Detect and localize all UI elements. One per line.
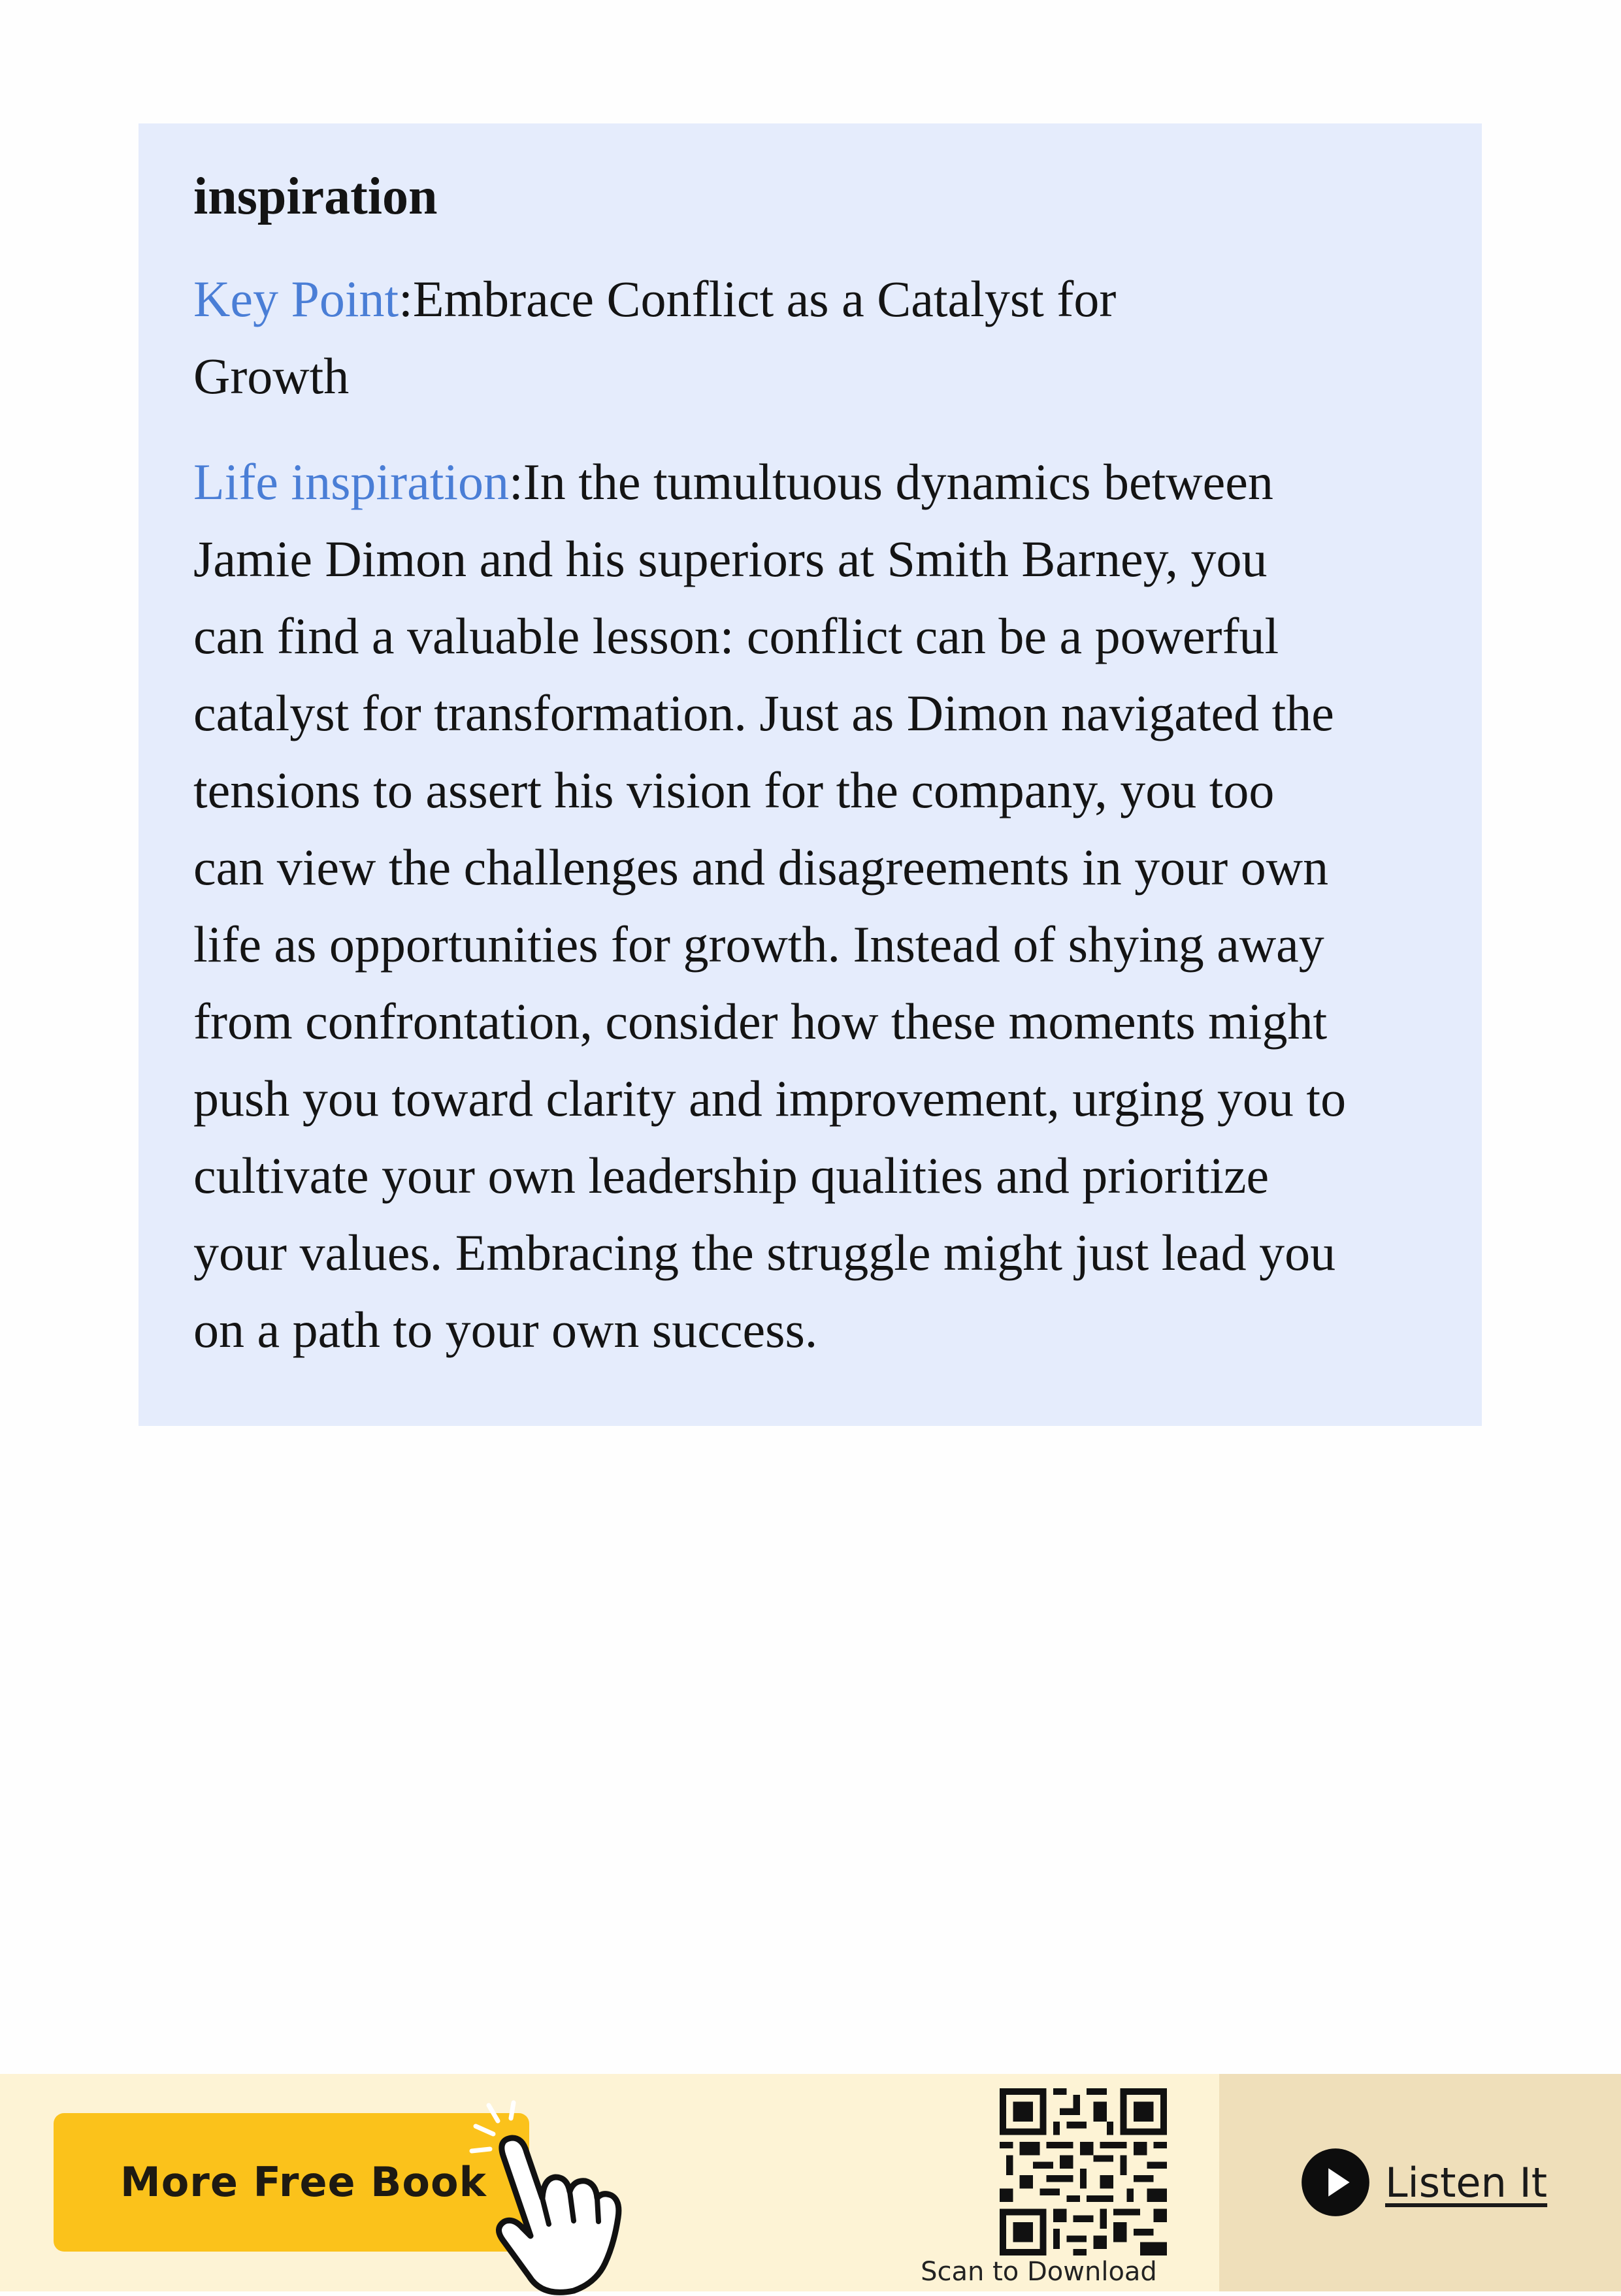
- play-icon: [1300, 2147, 1371, 2218]
- text-line: on a path to your own success.: [193, 1301, 818, 1358]
- key-point-line-1: Embrace Conflict as a Catalyst for: [412, 270, 1117, 327]
- key-point-separator: :: [399, 270, 413, 327]
- text-line: tensions to assert his vision for the company, you too: [193, 762, 1275, 818]
- key-point-paragraph: [193, 261, 1428, 415]
- more-free-book-button[interactable]: More Free Book: [54, 2113, 529, 2252]
- text-line: In the tumultuous dynamics between: [523, 453, 1273, 510]
- scan-to-download-label: Scan to Download: [921, 2257, 1157, 2287]
- text-line: can view the challenges and disagreements in your own: [193, 839, 1329, 896]
- qr-code-icon: [1000, 2088, 1167, 2256]
- pointing-hand-icon: [457, 2100, 627, 2296]
- text-line: can find a valuable lesson: conflict can be a powerful: [193, 607, 1279, 664]
- text-line: push you toward clarity and improvement, urging you to: [193, 1070, 1347, 1127]
- key-point-line-2: Growth: [193, 348, 350, 404]
- listen-it-button[interactable]: [1300, 2146, 1547, 2219]
- life-inspiration-label: Life inspiration: [193, 453, 510, 510]
- listen-it-label[interactable]: Listen It: [1385, 2158, 1548, 2207]
- card-heading: inspiration: [193, 168, 438, 225]
- life-inspiration-paragraph: [193, 444, 1428, 1368]
- footer-bar: [0, 2074, 1621, 2291]
- inspiration-card: [139, 123, 1482, 1426]
- text-line: catalyst for transformation. Just as Dimon navigated the: [193, 685, 1334, 741]
- key-point-label: Key Point: [193, 270, 399, 327]
- text-line: your values. Embracing the struggle might just lead you: [193, 1224, 1336, 1281]
- text-line: life as opportunities for growth. Instead of shying away: [193, 916, 1324, 973]
- life-inspiration-separator: :: [509, 453, 523, 510]
- text-line: Jamie Dimon and his superiors at Smith Barney, you: [193, 530, 1268, 587]
- text-line: cultivate your own leadership qualities and prioritize: [193, 1147, 1269, 1204]
- text-line: from confrontation, consider how these moments might: [193, 993, 1328, 1050]
